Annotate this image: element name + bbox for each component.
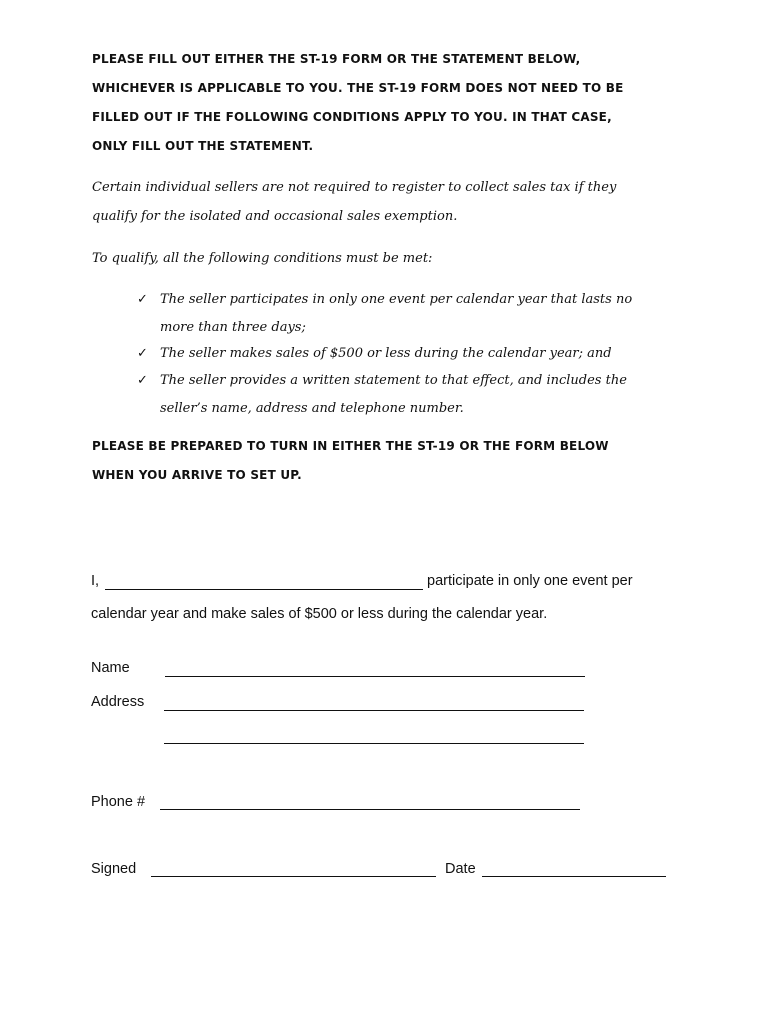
notice-line-1: PLEASE FILL OUT EITHER THE ST-19 FORM OR THE STATEMENT BELOW, <box>92 52 581 66</box>
signed-label: Signed <box>91 861 137 877</box>
condition-3-line-2: seller’s name, address and telephone number. <box>160 401 464 416</box>
statement-prefix: I, <box>91 573 100 589</box>
checkmark-icon: ✓ <box>137 346 148 361</box>
checkmark-icon: ✓ <box>137 373 148 388</box>
reminder-line-2: WHEN YOU ARRIVE TO SET UP. <box>92 468 302 482</box>
intro-line-1: Certain individual sellers are not required to register to collect sales tax if they <box>92 180 617 195</box>
date-field[interactable] <box>482 876 666 877</box>
statement-suffix: participate in only one event per <box>427 573 633 589</box>
intro-line-2: qualify for the isolated and occasional sales exemption. <box>92 209 458 224</box>
phone-label: Phone # <box>91 794 146 810</box>
notice-line-2: WHICHEVER IS APPLICABLE TO YOU. THE ST-19 FORM DOES NOT NEED TO BE <box>92 81 624 95</box>
condition-3-line-1: The seller provides a written statement to that effect, and includes the <box>160 373 627 388</box>
phone-field[interactable] <box>160 809 580 810</box>
seller-name-blank[interactable] <box>105 589 423 590</box>
reminder-line-1: PLEASE BE PREPARED TO TURN IN EITHER THE ST-19 OR THE FORM BELOW <box>92 439 609 453</box>
notice-line-4: ONLY FILL OUT THE STATEMENT. <box>92 139 314 153</box>
notice-line-3: FILLED OUT IF THE FOLLOWING CONDITIONS APPLY TO YOU. IN THAT CASE, <box>92 110 612 124</box>
address-field-line-1[interactable] <box>164 710 584 711</box>
name-label: Name <box>91 660 130 676</box>
date-label: Date <box>445 861 476 877</box>
address-field-line-2[interactable] <box>164 743 584 744</box>
condition-1-line-1: The seller participates in only one event per calendar year that lasts no <box>160 292 633 307</box>
checkmark-icon: ✓ <box>137 292 148 307</box>
statement-line-2: calendar year and make sales of $500 or less during the calendar year. <box>91 606 548 622</box>
name-field[interactable] <box>165 676 585 677</box>
condition-2-line-1: The seller makes sales of $500 or less during the calendar year; and <box>160 346 612 361</box>
address-label: Address <box>91 694 145 710</box>
signature-field[interactable] <box>151 876 436 877</box>
condition-1-line-2: more than three days; <box>160 320 306 335</box>
conditions-heading: To qualify, all the following conditions must be met: <box>92 251 433 266</box>
